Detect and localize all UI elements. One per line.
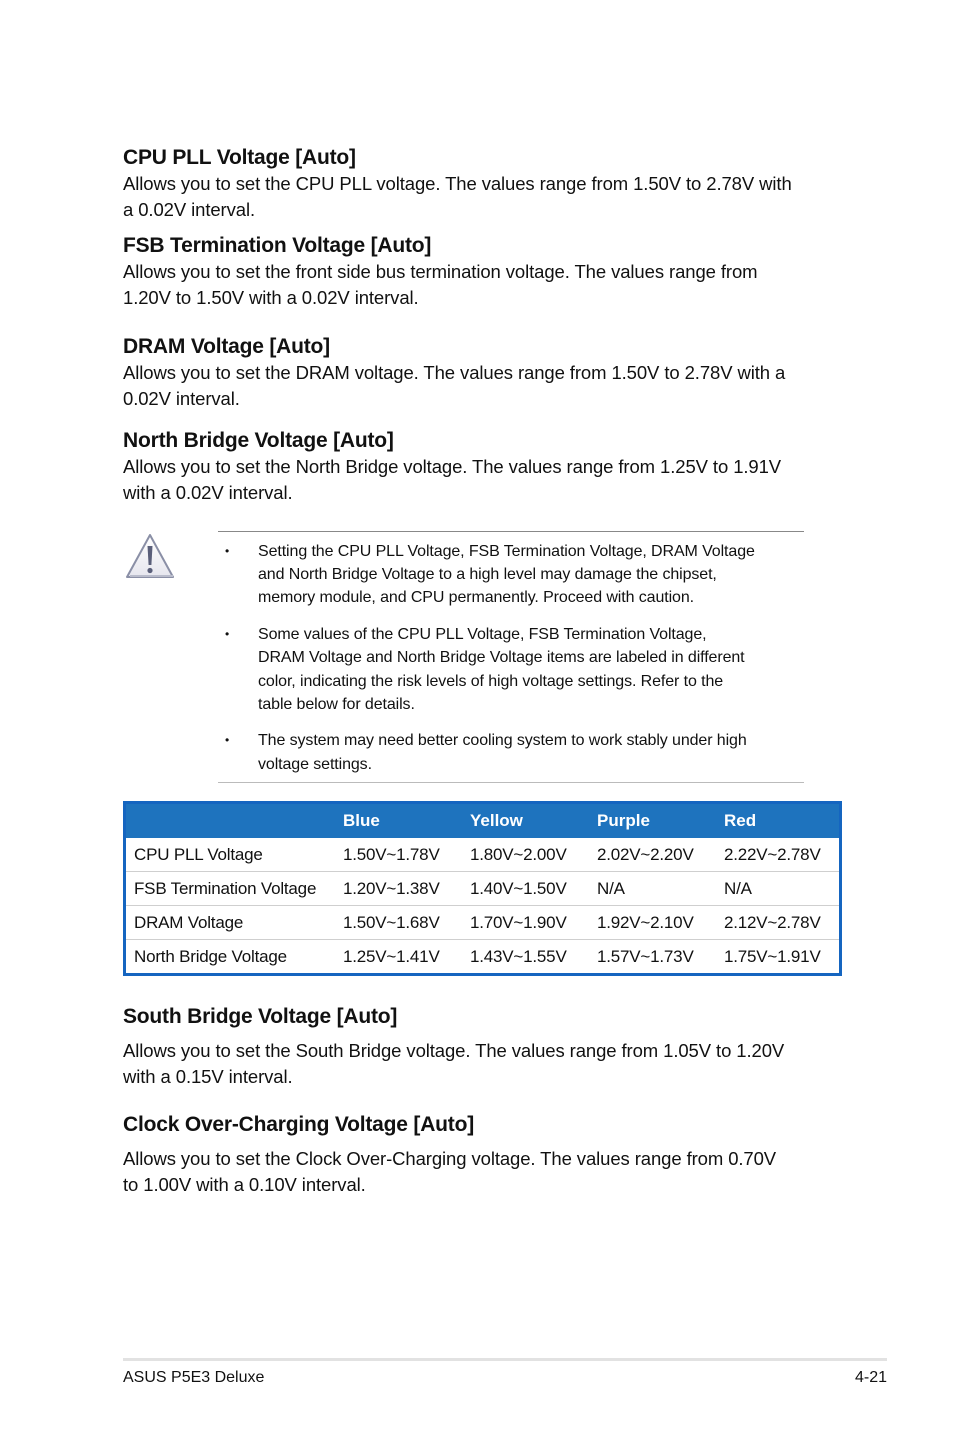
table-cell: 1.70V~1.90V [462,906,589,940]
section-clock-over-charging-voltage [123,1112,843,1198]
list-item: • The system may need better cooling system to work stably under high voltage settings. [218,729,804,775]
table-cell: 1.75V~1.91V [716,940,841,975]
section-heading: Clock Over-Charging Voltage [Auto] [123,1113,474,1136]
bullet: • [225,733,230,748]
section-description: Allows you to set the North Bridge voltage. The values range from 1.25V to 1.91V with a 0.02V interval. [123,456,782,503]
table-header-cell: Yellow [462,803,589,839]
table-header-cell [125,803,336,839]
table-cell: 1.57V~1.73V [589,940,716,975]
table-cell: 2.02V~2.20V [597,844,694,864]
caution-box [218,531,804,783]
table-cell: DRAM Voltage [125,906,336,940]
table-cell: North Bridge Voltage [125,940,336,975]
section-south-bridge-voltage [123,1004,843,1090]
caution-list [218,540,804,789]
bullet: • [225,544,230,558]
section-dram-voltage [123,334,843,412]
footer-page-number: 4-21 [854,1369,887,1386]
table-cell: FSB Termination Voltage [125,872,336,906]
table-header-cell: Purple [589,803,716,839]
section-heading: FSB Termination Voltage [Auto] [123,234,432,257]
table-row [125,872,841,906]
table-header-cell: Red [716,803,841,839]
section-description: Allows you to set the Clock Over-Charging voltage. The values range from 0.70V to 1.00V with a 0.10V interval. [123,1148,777,1195]
bullet: • [225,627,230,642]
footer-divider [123,1358,887,1361]
voltage-color-table [123,801,842,976]
table-cell: 1.25V~1.41V [335,940,462,975]
table-row [125,940,841,975]
table-cell: 1.92V~2.10V [589,906,716,940]
warning-triangle-icon [124,532,176,582]
section-description: Allows you to set the South Bridge voltage. The values range from 1.05V to 1.20V with a 0.15V interval. [123,1040,785,1087]
table-row [125,838,841,872]
section-description: Allows you to set the CPU PLL voltage. The values range from 1.50V to 2.78V with a 0.02V interval. [123,173,792,220]
table-cell: N/A [589,872,716,906]
table-cell: 1.50V~1.78V [343,844,440,864]
table-header-cell: Blue [335,803,462,839]
table-cell: N/A [716,872,841,906]
table-cell: 1.40V~1.50V [462,872,589,906]
section-description: Allows you to set the DRAM voltage. The values range from 1.50V to 2.78V with a 0.02V interval. [123,362,786,409]
list-item: • Setting the CPU PLL Voltage, FSB Termination Voltage, DRAM Voltage and North Bridge Voltage to a high level may damage the chipset, memory module, and CPU permanently. Proceed with caution. [218,540,804,610]
list-item: • Some values of the CPU PLL Voltage, FSB Termination Voltage, DRAM Voltage and North Bridge Voltage items are labeled in different color, indicating the risk levels of high voltage settings. Refer to the table below for details. [218,623,804,716]
table-row [125,906,841,940]
section-fsb-termination-voltage [123,233,843,311]
table-cell: 2.22V~2.78V [724,844,821,864]
table-cell: 2.12V~2.78V [716,906,841,940]
table-cell: 1.20V~1.38V [335,872,462,906]
section-heading: North Bridge Voltage [Auto] [123,429,394,452]
section-north-bridge-voltage [123,428,843,506]
footer-product-name: ASUS P5E3 Deluxe [123,1369,265,1386]
section-heading: CPU PLL Voltage [Auto] [123,146,356,169]
table-cell: CPU PLL Voltage [134,844,263,864]
table-cell: 1.50V~1.68V [335,906,462,940]
section-heading: DRAM Voltage [Auto] [123,335,330,358]
table-header-row [125,803,841,839]
table-cell: 1.80V~2.00V [470,844,567,864]
section-description: Allows you to set the front side bus termination voltage. The values range from 1.20V to 1.50V with a 0.02V interval. [123,261,758,308]
table-cell: 1.43V~1.55V [462,940,589,975]
section-cpu-pll-voltage [123,145,843,223]
section-heading: South Bridge Voltage [Auto] [123,1005,398,1028]
